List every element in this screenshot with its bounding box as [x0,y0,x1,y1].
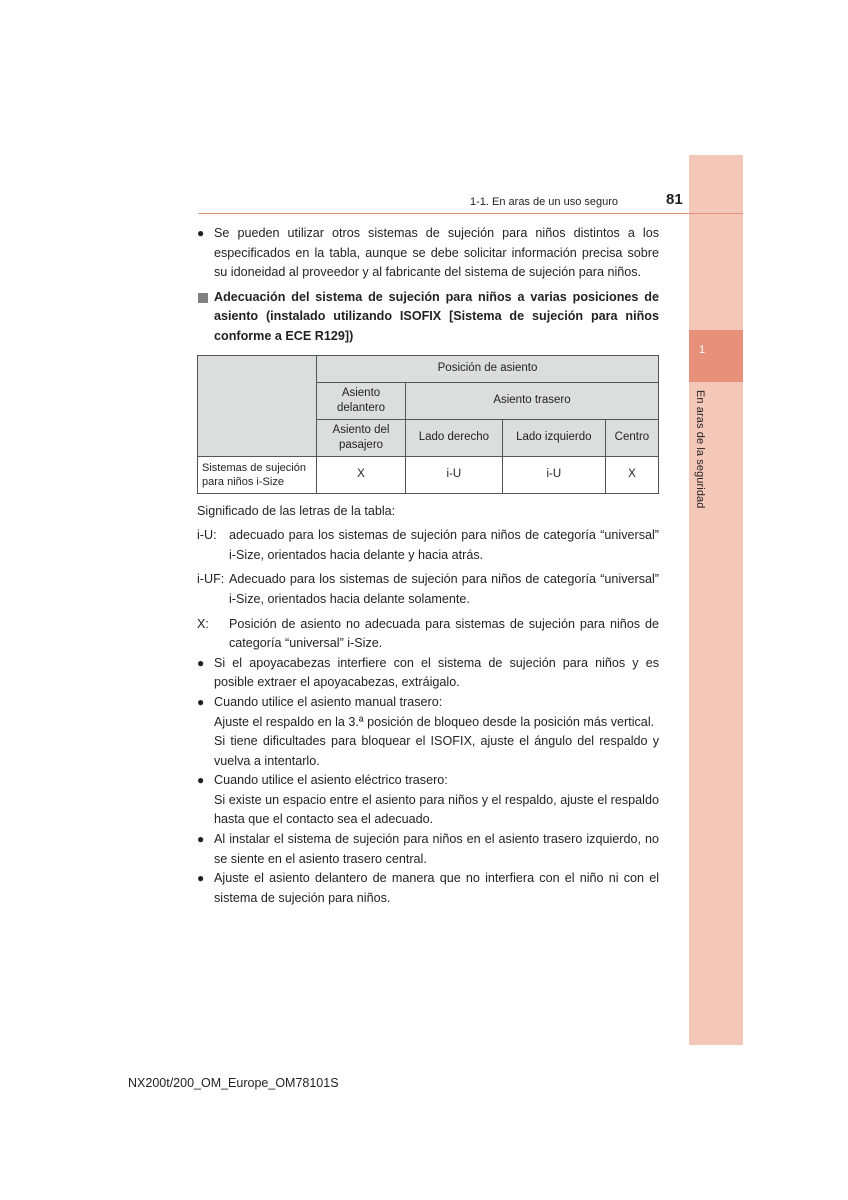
header-center: Centro [605,419,658,456]
bullet-manual-seat: ● Cuando utilice el asiento manual trasero: [197,693,659,713]
side-tab [689,155,743,1045]
section-heading: Adecuación del sistema de sujeción para niños a varias posiciones de asiento (instalado utilizando ISOFIX [Sistema de sujeción para niños conforme a ECE R129]) [197,288,659,347]
bullet-intro: ● Se pueden utilizar otros sistemas de sujeción para niños distintos a los especificados en la tabla, aunque se debe solicitar información precisa sobre su idoneidad al proveedor y al fabricante del sistema de sujeción para niños. [197,224,659,283]
page-number: 81 [666,191,683,208]
manual-seat-step-2: Si tiene dificultades para bloquear el ISOFIX, ajuste el ángulo del respaldo y vuelva a intentarlo. [214,734,659,768]
page-content [197,224,659,908]
table-corner [198,355,317,456]
seat-position-table [197,355,659,494]
cell-right: i-U [406,456,503,493]
definition-iuf [197,570,659,609]
definition-iu [197,526,659,565]
footer-code: NX200t/200_OM_Europe_OM78101S [128,1076,339,1090]
chapter-tab [689,330,743,382]
cell-center: X [605,456,658,493]
definition-text: adecuado para los sistemas de sujeción para niños de categoría “universal” i-Size, orientados hacia delante y hacia atrás. [229,528,659,562]
definition-key: i-UF: [197,572,225,587]
header-seat-position: Posición de asiento [317,355,659,382]
chapter-number: 1 [699,344,706,356]
section-title: 1-1. En aras de un uso seguro [470,196,618,208]
header-divider [198,213,743,214]
header-rear-seat: Asiento trasero [406,382,659,419]
header-front-seat: Asiento delantero [317,382,406,419]
bullet-front-seat: ● Ajuste el asiento delantero de manera que no interfiera con el niño ni con el sistema de sujeción para niños. [197,869,659,908]
chapter-label: En aras de la seguridad [694,390,706,509]
header-left-side: Lado izquierdo [502,419,605,456]
cell-passenger: X [317,456,406,493]
bullet-headrest: ● Si el apoyacabezas interfiere con el sistema de sujeción para niños y es posible extraer el apoyacabezas, extráigalo. [197,654,659,693]
cell-left: i-U [502,456,605,493]
bullet-electric-seat: ● Cuando utilice el asiento eléctrico trasero: [197,771,659,791]
header-passenger-seat: Asiento del pasajero [317,419,406,456]
definition-text: Adecuado para los sistemas de sujeción para niños de categoría “universal” i-Size, orientados hacia delante solamente. [229,572,659,606]
header-right-side: Lado derecho [406,419,503,456]
definition-x [197,615,659,654]
definition-key: i-U: [197,528,217,543]
definition-key: X: [197,616,209,631]
row-label: Sistemas de sujeción para niños i-Size [198,456,317,493]
electric-seat-step-1: Si existe un espacio entre el asiento para niños y el respaldo, ajuste el respaldo hasta que el contacto sea el adecuado. [214,792,659,827]
definition-text: Posición de asiento no adecuada para sistemas de sujeción para niños de categoría “universal” i-Size. [229,616,659,651]
bullet-left-rear: ● Al instalar el sistema de sujeción para niños en el asiento trasero izquierdo, no se siente en el asiento trasero central. [197,830,659,869]
legend-intro: Significado de las letras de la tabla: [197,503,396,518]
manual-seat-step-1: Ajuste el respaldo en la 3.ª posición de bloqueo desde la posición más vertical. [214,714,655,729]
